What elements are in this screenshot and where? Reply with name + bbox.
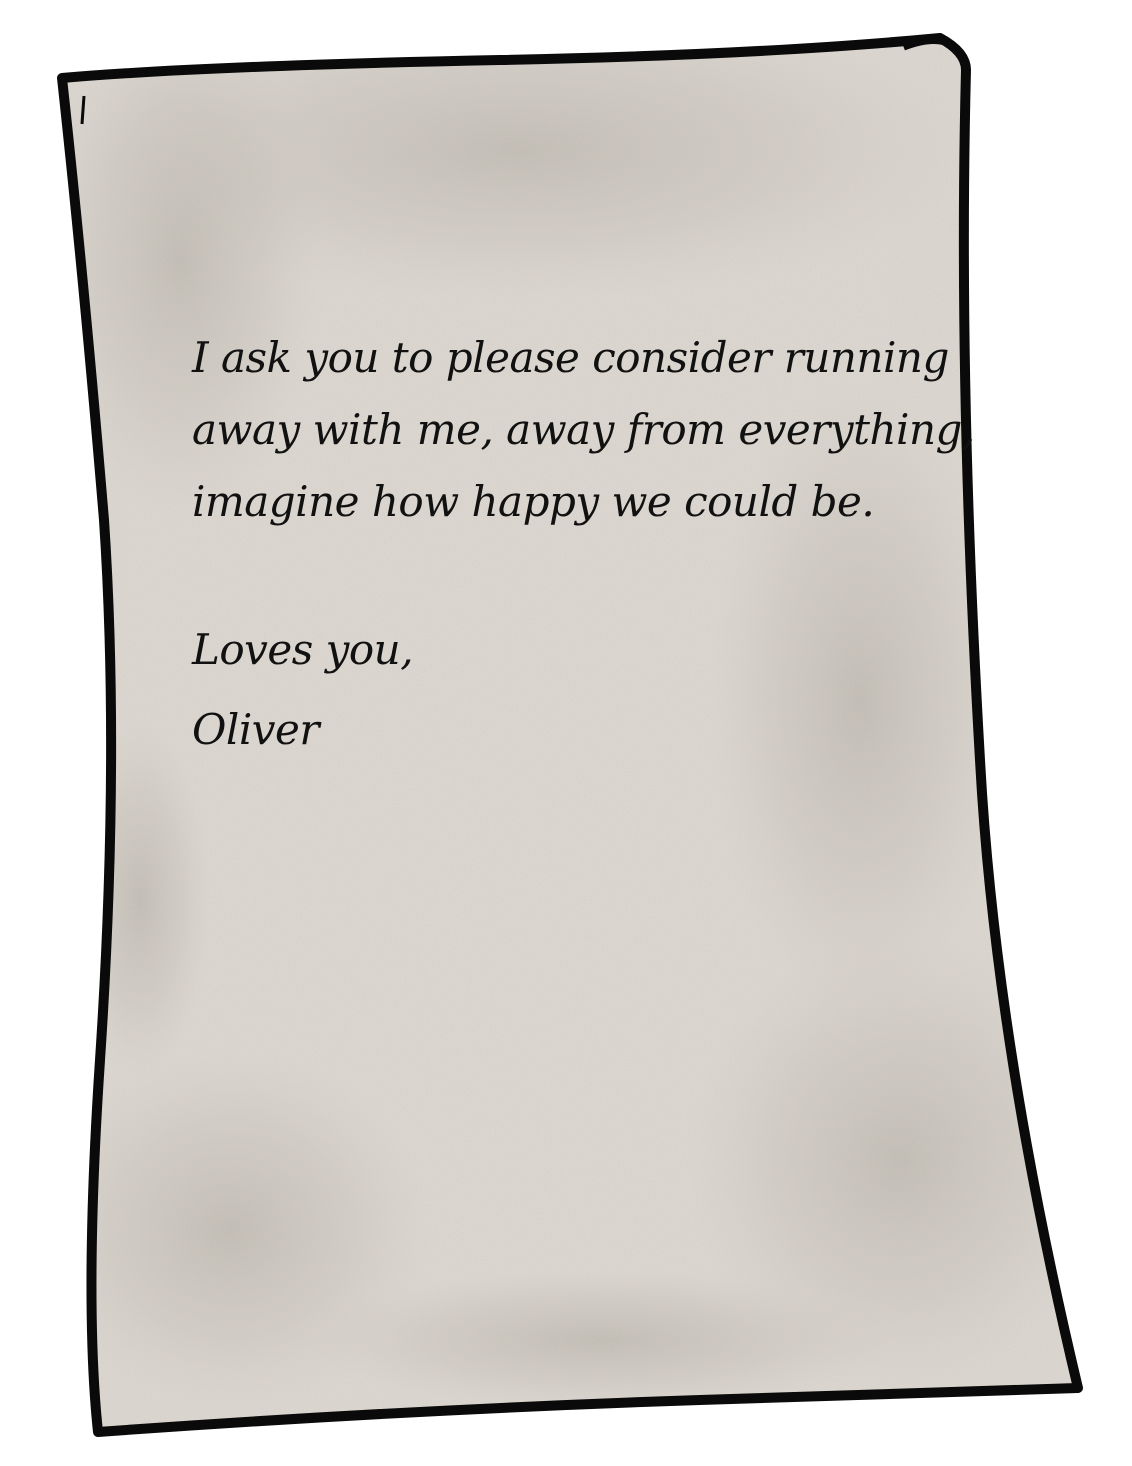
letter-signature: Oliver <box>192 705 319 754</box>
letter-body <box>192 322 975 538</box>
letter-line-1: I ask you to please consider running <box>192 333 949 382</box>
letter-line-2: away with me, away from everything, <box>192 405 975 454</box>
letter-line-3: imagine how happy we could be. <box>192 477 875 526</box>
paper-edge-mark <box>82 96 84 124</box>
letter-closing: Loves you, <box>192 625 414 674</box>
letter-signoff <box>192 610 413 770</box>
